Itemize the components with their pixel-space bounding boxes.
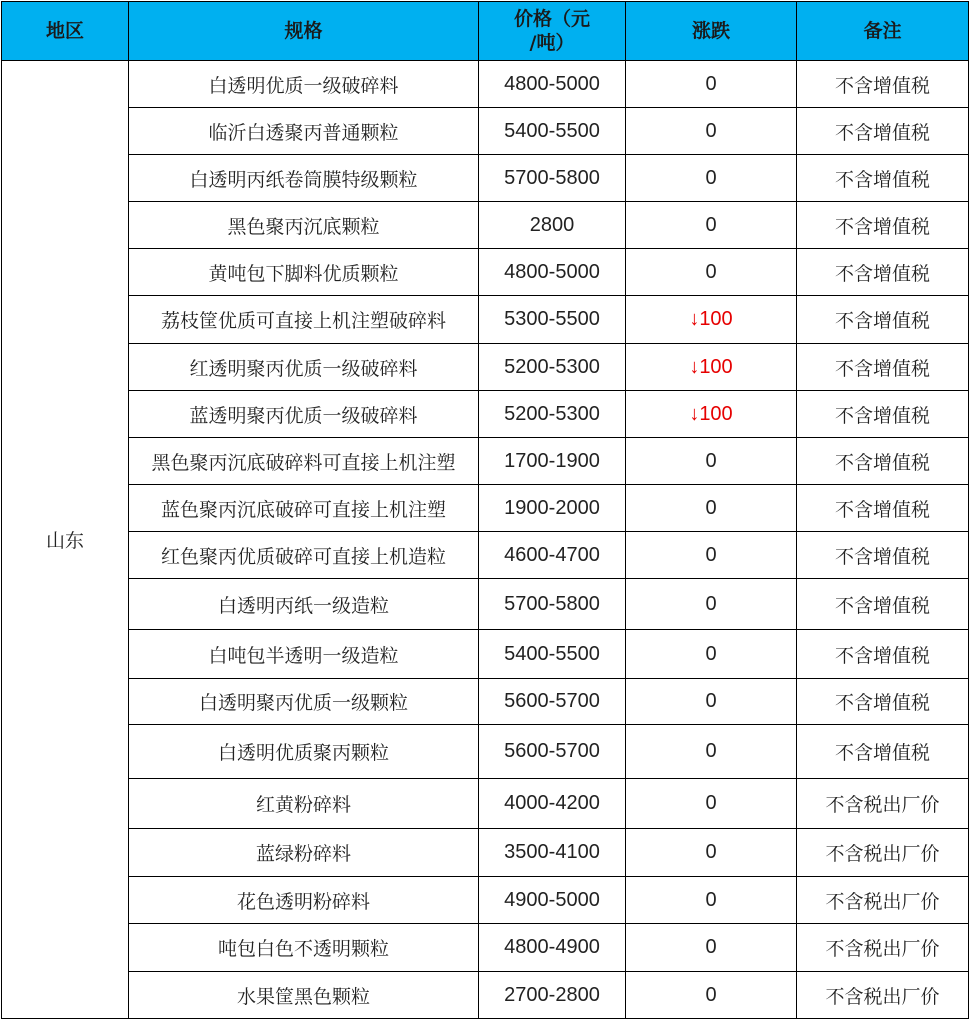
header-spec: 规格 [129,2,479,61]
spec-cell: 蓝透明聚丙优质一级破碎料 [129,391,479,438]
change-cell: 0 [626,924,797,972]
note-cell: 不含增值税 [797,249,969,296]
note-cell: 不含增值税 [797,391,969,438]
spec-cell: 白透明优质聚丙颗粒 [129,725,479,779]
note-cell: 不含增值税 [797,438,969,485]
region-cell: 山东 [2,61,129,1019]
change-cell: 0 [626,679,797,725]
change-cell: 0 [626,438,797,485]
note-cell: 不含增值税 [797,202,969,249]
table-row [2,202,969,249]
table-row [2,579,969,630]
table-header-row [2,2,969,61]
price-cell: 2800 [479,202,626,249]
table-row [2,61,969,108]
header-change: 涨跌 [626,2,797,61]
note-cell: 不含增值税 [797,108,969,155]
table-row [2,438,969,485]
note-cell: 不含增值税 [797,61,969,108]
table-row [2,108,969,155]
header-price [479,2,626,61]
change-cell: 0 [626,61,797,108]
note-cell: 不含税出厂价 [797,829,969,877]
price-cell: 5300-5500 [479,296,626,344]
spec-cell: 白透明丙纸一级造粒 [129,579,479,630]
table-row [2,532,969,579]
table-row [2,391,969,438]
note-cell: 不含增值税 [797,485,969,532]
price-cell: 5700-5800 [479,579,626,630]
price-cell: 4800-5000 [479,249,626,296]
table-row [2,630,969,679]
spec-cell: 水果筐黑色颗粒 [129,972,479,1019]
change-cell: 0 [626,579,797,630]
price-cell: 5700-5800 [479,155,626,202]
table-row [2,344,969,391]
spec-cell: 黑色聚丙沉底颗粒 [129,202,479,249]
note-cell: 不含税出厂价 [797,924,969,972]
change-cell: 0 [626,485,797,532]
spec-cell: 白透明聚丙优质一级颗粒 [129,679,479,725]
table-row [2,972,969,1019]
table-row [2,155,969,202]
table-row [2,725,969,779]
change-cell: ↓100 [626,296,797,344]
header-note: 备注 [797,2,969,61]
note-cell: 不含增值税 [797,725,969,779]
change-cell: 0 [626,877,797,924]
header-price-line2: /吨） [529,32,575,54]
price-cell: 1700-1900 [479,438,626,485]
note-cell: 不含增值税 [797,296,969,344]
price-cell: 5200-5300 [479,344,626,391]
change-cell: 0 [626,829,797,877]
table-row [2,829,969,877]
table-row [2,877,969,924]
price-cell: 5600-5700 [479,725,626,779]
price-cell: 4800-5000 [479,61,626,108]
price-cell: 1900-2000 [479,485,626,532]
change-cell: 0 [626,249,797,296]
note-cell: 不含增值税 [797,155,969,202]
change-cell: ↓100 [626,391,797,438]
spec-cell: 黄吨包下脚料优质颗粒 [129,249,479,296]
note-cell: 不含税出厂价 [797,779,969,829]
price-cell: 5600-5700 [479,679,626,725]
spec-cell: 黑色聚丙沉底破碎料可直接上机注塑 [129,438,479,485]
change-cell: 0 [626,532,797,579]
table-row [2,779,969,829]
table-row [2,296,969,344]
price-cell: 4800-4900 [479,924,626,972]
change-cell: 0 [626,202,797,249]
change-cell: 0 [626,725,797,779]
change-cell: ↓100 [626,344,797,391]
change-cell: 0 [626,155,797,202]
note-cell: 不含税出厂价 [797,972,969,1019]
price-cell: 4600-4700 [479,532,626,579]
table-row [2,679,969,725]
note-cell: 不含增值税 [797,630,969,679]
table-row [2,924,969,972]
note-cell: 不含增值税 [797,532,969,579]
note-cell: 不含税出厂价 [797,877,969,924]
table-row [2,249,969,296]
note-cell: 不含增值税 [797,344,969,391]
change-cell: 0 [626,972,797,1019]
note-cell: 不含增值税 [797,579,969,630]
header-price-line1: 价格（元 [513,8,590,30]
spec-cell: 蓝绿粉碎料 [129,829,479,877]
note-cell: 不含增值税 [797,679,969,725]
header-region: 地区 [2,2,129,61]
spec-cell: 白透明丙纸卷筒膜特级颗粒 [129,155,479,202]
price-cell: 5200-5300 [479,391,626,438]
price-cell: 5400-5500 [479,630,626,679]
spec-cell: 蓝色聚丙沉底破碎可直接上机注塑 [129,485,479,532]
spec-cell: 临沂白透聚丙普通颗粒 [129,108,479,155]
spec-cell: 吨包白色不透明颗粒 [129,924,479,972]
table-body [2,61,969,1019]
price-table [1,1,969,1019]
change-cell: 0 [626,779,797,829]
spec-cell: 红透明聚丙优质一级破碎料 [129,344,479,391]
spec-cell: 红色聚丙优质破碎可直接上机造粒 [129,532,479,579]
table-row [2,485,969,532]
spec-cell: 荔枝筐优质可直接上机注塑破碎料 [129,296,479,344]
change-cell: 0 [626,630,797,679]
spec-cell: 花色透明粉碎料 [129,877,479,924]
price-cell: 4000-4200 [479,779,626,829]
price-cell: 5400-5500 [479,108,626,155]
change-cell: 0 [626,108,797,155]
price-cell: 4900-5000 [479,877,626,924]
spec-cell: 白吨包半透明一级造粒 [129,630,479,679]
spec-cell: 白透明优质一级破碎料 [129,61,479,108]
spec-cell: 红黄粉碎料 [129,779,479,829]
price-cell: 2700-2800 [479,972,626,1019]
price-cell: 3500-4100 [479,829,626,877]
